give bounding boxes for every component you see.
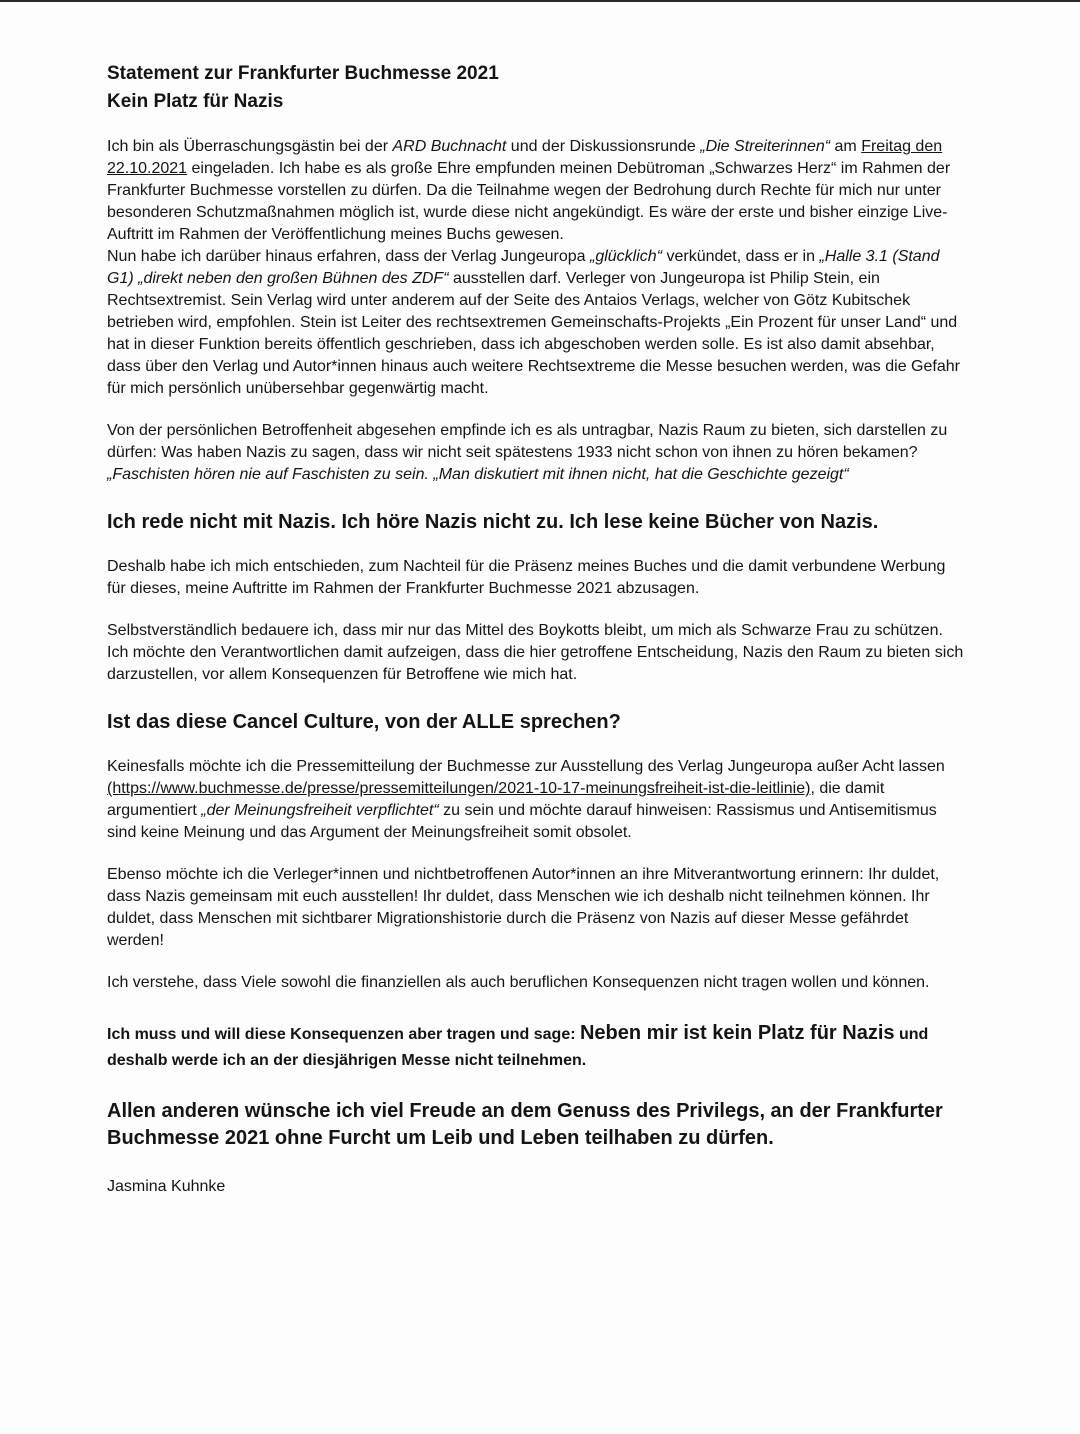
document-title-line-2: Kein Platz für Nazis: [107, 91, 284, 112]
heading-no-nazis: Ich rede nicht mit Nazis. Ich höre Nazis nicht zu. Ich lese keine Bücher von Nazis.: [107, 511, 879, 533]
p6-text-d: zu sein und möchte darauf hinweisen: Rassismus und Antisemitismus sind keine Meinung und das Argument der Meinungsfreiheit somit obsolet.: [107, 802, 937, 841]
p6-quote: „der Meinungsfreiheit verpflichtet“: [201, 802, 439, 819]
p1-text-g: eingeladen. Ich habe es als große Ehre empfunden meinen Debütroman „Schwarzes Herz“ im Rahmen der Frankfurter Buchmesse vorstellen zu dürfen. Da die Teilnahme wegen der Bedrohung durch Rechte für mich nur unter besonderen Schutzmaßnahmen möglich ist, wurde diese nicht angekündigt. Es wäre der erste und bisher einzige Live-Auftritt im Rahmen der Veröffentlichung meines Buchs gewesen.: [107, 160, 951, 243]
paragraph-boycott: Selbstverständlich bedauere ich, dass mir nur das Mittel des Boykotts bleibt, um mich als Schwarze Frau zu schützen. Ich möchte den Verantwortlichen damit aufzeigen, dass die hier getroffene Entscheidung, Nazis den Raum zu bieten sich darzustellen, vor allem Konsequenzen für Betroffene wie mich hat.: [107, 622, 964, 683]
p2-quote-gluecklich: „glücklich“: [590, 248, 663, 265]
closing-text-emphasis: Neben mir ist kein Platz für Nazis: [579, 1022, 895, 1044]
p2-text-e: ausstellen darf. Verleger von Jungeuropa ist Philip Stein, ein Rechtsextremist. Sein Verlag wird unter anderem auf der Seite des Antaios Verlags, welcher von Götz Kubitschek betrieben wird, empfohlen. Stein ist Leiter des rechtsextremen Gemeinschafts-Projekts „Ein Prozent für unser Land“ und hat in dieser Funktion bereits öffentlich geschrieben, dass ich abgeschoben werden solle. Es ist also damit absehbar, dass über den Verlag und Autor*innen hinaus auch weitere Rechtsextreme die Messe besuchen werden, was die Gefahr für mich persönlich unübersehbar gegenwärtig macht.: [107, 270, 960, 397]
paragraph-invitation: [107, 136, 967, 246]
p2-text-a: Nun habe ich darüber hinaus erfahren, dass der Verlag Jungeuropa: [107, 248, 590, 265]
page-top-edge: [0, 0, 1080, 2]
paragraph-responsibility: Ebenso möchte ich die Verleger*innen und nichtbetroffenen Autor*innen an ihre Mitverantwortung erinnern: Ihr duldet, dass Nazis gemeinsam mit euch ausstellen! Ihr duldet, dass Menschen wie ich deshalb nicht teilnehmen können. Ihr duldet, dass Menschen mit sichtbarer Migrationshistorie durch die Präsenz von Nazis auf dieser Messe gefährdet werden!: [107, 866, 940, 949]
signature: Jasmina Kuhnke: [107, 1178, 226, 1195]
p1-text-e: am: [830, 138, 862, 155]
closing-text-c: und deshalb werde ich an der diesjährigen Messe nicht teilnehmen.: [107, 1026, 929, 1069]
closing-statement: [107, 1020, 967, 1074]
p3-quote: „Faschisten hören nie auf Faschisten zu sein. „Man diskutiert mit ihnen nicht, hat die Geschichte gezeigt“: [107, 466, 849, 483]
document-title-line-1: Statement zur Frankfurter Buchmesse 2021: [107, 63, 499, 84]
event-date: Freitag den 22.10.2021: [107, 138, 943, 177]
p6-text-a: Keinesfalls möchte ich die Pressemitteilung der Buchmesse zur Ausstellung des Verlag Jungeuropa außer Acht lassen: [107, 758, 945, 775]
event-name-streiterinnen: „Die Streiterinnen“: [700, 138, 831, 155]
p2-text-c: verkündet, dass er in: [662, 248, 820, 265]
event-name-ard-buchnacht: ARD Buchnacht: [392, 138, 507, 155]
p1-text-c: und der Diskussionsrunde: [506, 138, 701, 155]
paragraph-decision: Deshalb habe ich mich entschieden, zum Nachteil für die Präsenz meines Buches und die damit verbundene Werbung für dieses, meine Auftritte im Rahmen der Frankfurter Buchmesse 2021 abzusagen.: [107, 558, 946, 597]
paragraph-understanding: Ich verstehe, dass Viele sowohl die finanziellen als auch beruflichen Konsequenzen nicht tragen wollen und können.: [107, 974, 930, 991]
closing-text-a: Ich muss und will diese Konsequenzen aber tragen und sage:: [107, 1026, 580, 1043]
paragraph-jungeuropa: [107, 246, 967, 400]
paragraph-untragbar: [107, 420, 967, 486]
press-release-link[interactable]: (https://www.buchmesse.de/presse/pressemitteilungen/2021-10-17-meinungsfreiheit-ist-die-leitlinie): [107, 780, 811, 797]
statement-document: [107, 60, 967, 1198]
p3-text-a: Von der persönlichen Betroffenheit abgesehen empfinde ich es als untragbar, Nazis Raum zu bieten, sich darstellen zu dürfen: Was haben Nazis zu sagen, dass wir nicht seit spätestens 1933 nicht schon von ihnen zu hören bekamen?: [107, 422, 948, 461]
p6-text-b: , die damit argumentiert: [107, 780, 885, 819]
p2-quote-halle: „Halle 3.1 (Stand G1) „direkt neben den großen Bühnen des ZDF“: [107, 248, 940, 287]
heading-cancel-culture: Ist das diese Cancel Culture, von der ALLE sprechen?: [107, 711, 621, 733]
closing-wish: Allen anderen wünsche ich viel Freude an dem Genuss des Privilegs, an der Frankfurter Buchmesse 2021 ohne Furcht um Leib und Leben teilhaben zu dürfen.: [107, 1100, 943, 1149]
p1-text-a: Ich bin als Überraschungsgästin bei der: [107, 138, 393, 155]
paragraph-press-release: [107, 756, 967, 844]
